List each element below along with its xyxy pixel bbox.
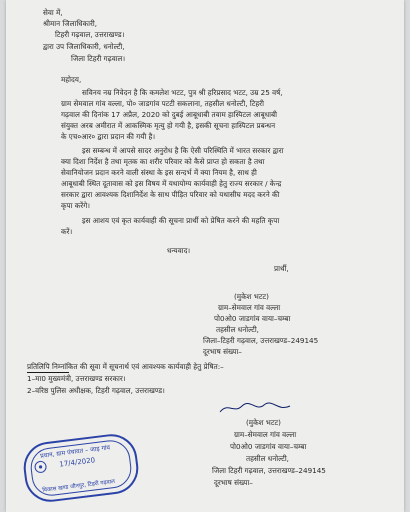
sender2-district: जिला टिहरी गढ़वाल, उत्तराखण्ड–249145 [212, 466, 326, 475]
copy-intro: प्रतिलिपि निम्नांकित की सूवा में सूचनार्थ एवं आवश्यक कार्यवाही हेतु प्रेषित:– [27, 362, 224, 371]
thanks: धन्यवाद। [167, 246, 191, 255]
sender-district: जिला–टिहरी गढ़वाल, उत्तराखण्ड–249145 [203, 336, 319, 345]
sender-name: (मुकेश भटट) [234, 292, 269, 301]
sender-village: ग्राम–सेमवाल गांव वल्ला [218, 303, 281, 312]
sender-phone: दूरभाष संख्या– [203, 347, 242, 356]
para1-line: ग्राम सेमवाल गांव वल्ला, पो० जाडगांव पटटी सकलाना, तहसील धनोल्टी, टिहरी [61, 99, 264, 108]
address-via-district: जिला टिहरी गढ़वाल। [71, 54, 126, 63]
stamp-top-text: प्रधान, ग्राम पंचायत – जाड़ गांव [39, 444, 111, 460]
address-via: द्वारा उप जिलाधिकारी, धनोल्टी, [43, 42, 125, 51]
signature-mark [216, 400, 296, 416]
stamp-bottom-text: विकास खण्ड जौनपुर, टिहरी गढ़वाल [42, 478, 116, 494]
copy-intro-underline [27, 372, 69, 373]
para3-line: करें। [61, 227, 73, 236]
sender-post: पो0ओ0 जाडगांव वाया–चम्बा [214, 314, 291, 323]
para2-line: सेवानियोजन प्रदान करने वाली संस्था के इस सन्दर्भ में क्या नियम है, साथ ही [61, 168, 257, 177]
para1-line: संयुक्त अरब अमीरात में आकस्मिक मृत्यु हो गयी है, इसकी सूचना हास्पिटल प्रबन्धन [61, 121, 276, 130]
para2-line: कृपा करेंगे। [61, 201, 90, 210]
applicant-label: प्रार्थी, [274, 264, 289, 273]
copy-item: 1–मा0 मुख्यमंत्री, उत्तराखण्ड सरकार। [27, 374, 126, 383]
sender-tehsil: तहसील धनोल्टी, [216, 325, 259, 334]
sender2-post: पो0ओ0 जाडगांव वाया–चम्बा [230, 442, 307, 451]
letter-page [6, 0, 404, 512]
sender2-name: (मुकेश भटट) [246, 418, 281, 427]
para1-line: गढ़वाल की दिनांक 17 अप्रैल, 2020 को दुबई आबूधाबी तवाम हास्पिटल आबूधाबी [61, 110, 277, 119]
address-name: श्रीमान जिलाधिकारी, [43, 19, 98, 28]
salutation: महोदय, [61, 75, 82, 84]
para3-line: इस आशय एवं कृत कार्यवाही की सूचना प्रार्थी को प्रेषित करने की महति कृपा [82, 216, 280, 225]
para2-line: सरकार द्वारा आवश्यक दिशानिर्देश के साथ पीड़ित परिवार को यथासीघ मदद करने की [61, 190, 280, 199]
sender2-phone: दूरभाष संख्या– [214, 478, 253, 487]
village-head-stamp [21, 431, 141, 504]
para2-line: क्या दिशा निर्देश है तथा मृतक का शरीर परिवार को कैसे प्राप्त हो सकता है तथा [61, 157, 265, 166]
sender2-tehsil: तहसील धनोल्टी, [246, 454, 289, 463]
stamp-date: 17/4/2020 [58, 456, 96, 469]
para1-line: के एच०आर० द्वारा प्रदान की गयी है। [61, 132, 156, 141]
address-to: सेवा में, [43, 8, 63, 17]
para1-line: सविनय नम्र निवेदन है कि कमलेश भटट, पुत्र श्री हरिप्रसाद भटट, उम्र 25 वर्ष, [82, 88, 283, 97]
emblem-icon [33, 459, 49, 475]
para2-line: आबूधाबी स्थित दूतावास को इस विषय में यथायोग्य कार्यवाही हेतु राज्य सरकार / केन्द्र [61, 179, 282, 188]
para2-line: इस सम्बन्ध में आपसे सादर अनुरोध है कि ऐसी परिस्थिति में भारत सरकार द्वारा [82, 146, 284, 155]
address-district: टिहरी गढ़वाल, उत्तराखण्ड। [55, 30, 125, 39]
copy-item: 2–वरिष्ठ पुलिस अधीक्षक, टिहरी गढ़वाल, उत्तराखण्ड। [27, 386, 165, 395]
sender2-village: ग्राम–सेमवाल गांव वल्ला [234, 430, 297, 439]
